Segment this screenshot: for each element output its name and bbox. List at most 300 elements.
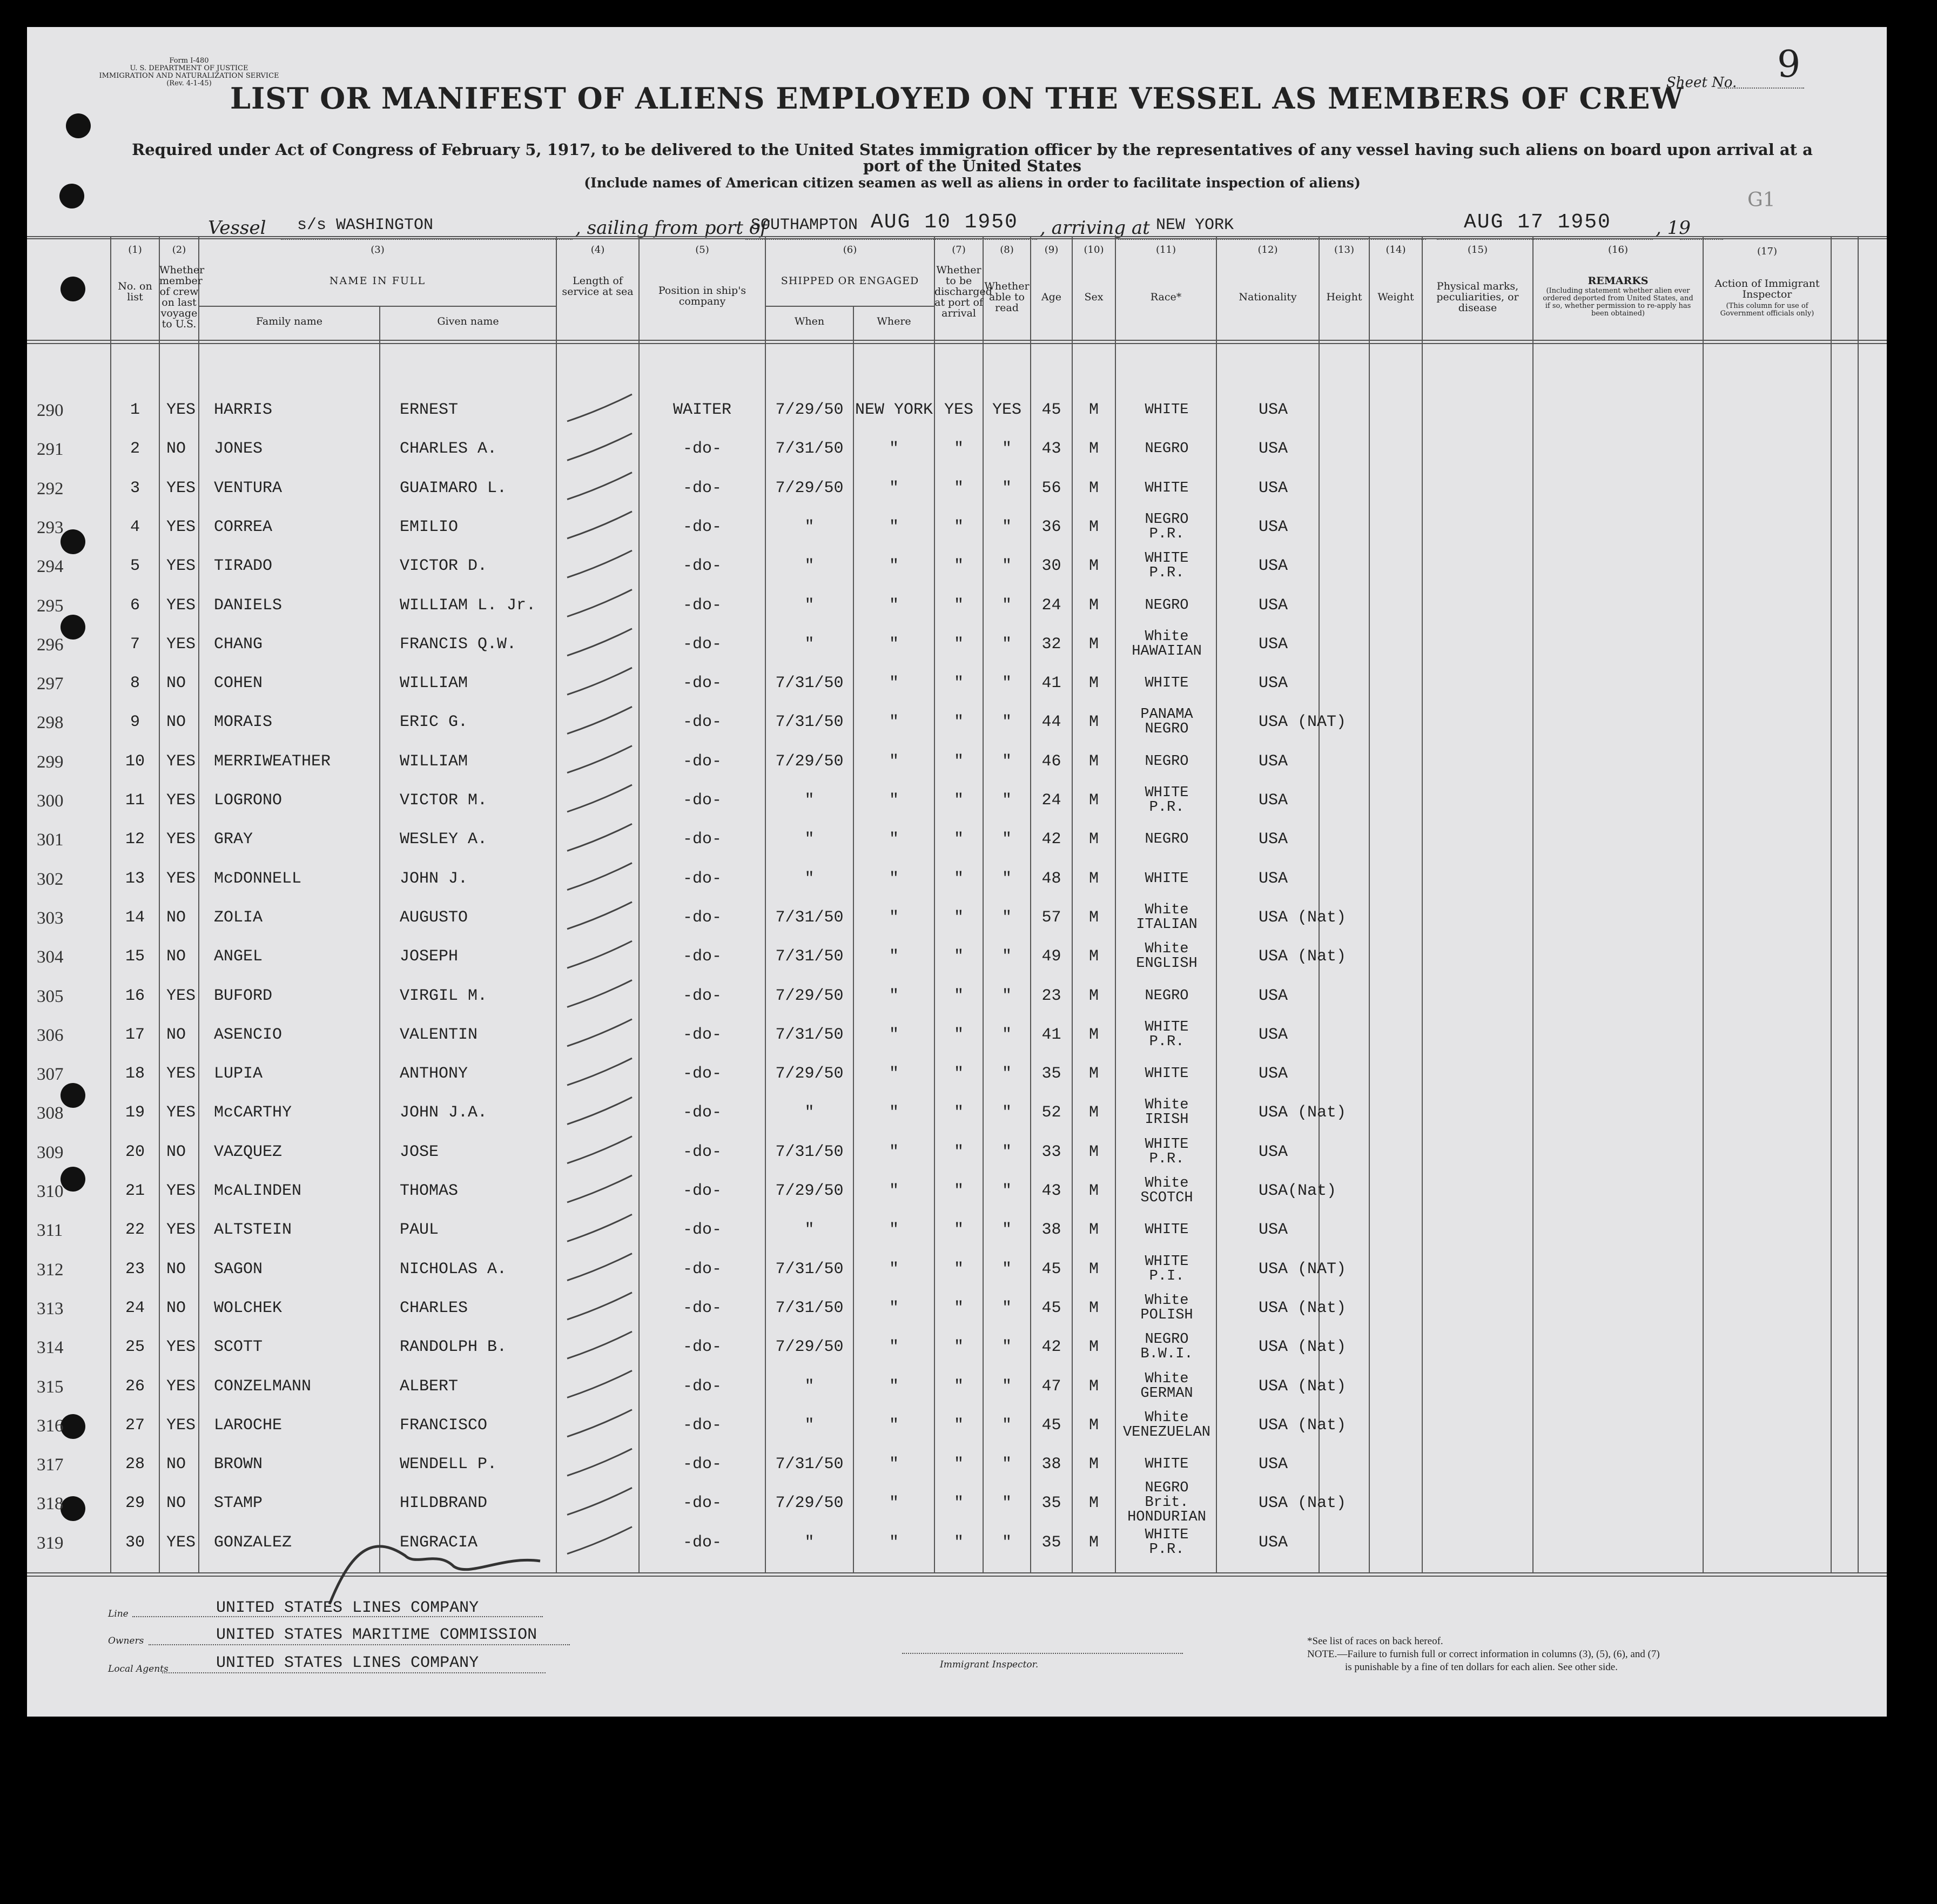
- cell-race: NEGRO: [1145, 1331, 1189, 1348]
- cell-given-name: VALENTIN: [400, 1025, 478, 1044]
- cell-race: P.R.: [1149, 565, 1185, 582]
- cell-sex: M: [1088, 401, 1099, 419]
- cell-shipped-when: ": [804, 791, 815, 810]
- cell-family-name: TIRADO: [214, 557, 273, 576]
- cell-race: HAWAIIAN: [1132, 643, 1202, 660]
- cell-shipped-when: 7/29/50: [775, 1494, 844, 1513]
- cell-shipped-when: ": [804, 557, 815, 576]
- cell-shipped-where: ": [889, 752, 899, 771]
- col-num: (17): [1757, 246, 1777, 257]
- col-num: (5): [695, 244, 709, 255]
- cell-race: WHITE: [1145, 785, 1189, 801]
- cell-discharged: ": [953, 869, 964, 888]
- cell-race: WHITE: [1145, 1066, 1189, 1082]
- cell-discharged: ": [953, 517, 964, 536]
- cell-race: White: [1145, 1409, 1189, 1426]
- col-header-no-on-list: No. on list: [118, 280, 152, 303]
- cell-crew-last-voyage: YES: [166, 869, 196, 888]
- cell-race: P.R.: [1149, 799, 1185, 816]
- vessel-label: Vessel: [208, 217, 266, 239]
- cell-family-name: ANGEL: [214, 947, 263, 966]
- col-header-remarks-note: (Including statement whether alien ever ordered deported from United States, and if so, whether permission to re-apply has been obtained): [1543, 287, 1693, 318]
- cell-able-to-read: ": [1001, 1025, 1012, 1044]
- cell-race: White: [1145, 1370, 1189, 1387]
- length-of-service-stroke: [567, 1058, 632, 1085]
- cell-discharged: ": [953, 1455, 964, 1474]
- cell-no-on-list: 1: [130, 401, 140, 419]
- footer-inspector-label: Immigrant Inspector.: [940, 1659, 1039, 1670]
- cell-race: NEGRO: [1145, 511, 1189, 528]
- cell-able-to-read: ": [1001, 908, 1012, 927]
- cell-family-name: GRAY: [214, 830, 253, 849]
- cell-nationality: USA (NAT): [1259, 1260, 1347, 1279]
- cell-nationality: USA: [1259, 1533, 1288, 1552]
- cell-crew-last-voyage: NO: [166, 1299, 186, 1317]
- cell-nationality: USA (Nat): [1259, 1416, 1347, 1435]
- cell-crew-last-voyage: YES: [166, 752, 196, 771]
- cell-family-name: CONZELMANN: [214, 1377, 312, 1396]
- form-department: U. S. DEPARTMENT OF JUSTICE: [130, 64, 248, 72]
- col-num: (15): [1468, 244, 1488, 255]
- cell-nationality: USA: [1259, 674, 1288, 693]
- cell-able-to-read: ": [1001, 1260, 1012, 1279]
- sailing-label: , sailing from port of: [575, 217, 767, 239]
- col-num: (11): [1156, 244, 1176, 255]
- cell-no-on-list: 2: [130, 440, 140, 459]
- cell-shipped-where: ": [889, 1416, 899, 1435]
- cell-race: NEGRO: [1145, 721, 1189, 738]
- length-of-service-stroke: [567, 473, 632, 500]
- cell-nationality: USA: [1259, 830, 1288, 849]
- page-subtitle: Required under Act of Congress of February 5, 1917, to be delivered to the United States immigration officer by the representatives of any vessel having such aliens on board upon arrival at a port of the United States: [132, 140, 1813, 175]
- cell-given-name: NICHOLAS A.: [400, 1260, 507, 1279]
- cell-discharged: ": [953, 440, 964, 459]
- cell-nationality: USA: [1259, 1221, 1288, 1240]
- cell-race: White: [1145, 1175, 1189, 1192]
- cell-position: -do-: [682, 440, 722, 459]
- cell-no-on-list: 8: [130, 674, 140, 693]
- cell-age: 23: [1041, 986, 1061, 1005]
- cell-shipped-where: ": [889, 869, 899, 888]
- cell-age: 32: [1041, 635, 1061, 654]
- cell-family-name: McDONNELL: [214, 869, 302, 888]
- footer-owners-label: Owners: [108, 1636, 144, 1646]
- cell-shipped-where: ": [889, 1455, 899, 1474]
- cell-crew-last-voyage: YES: [166, 1533, 196, 1552]
- cell-position: -do-: [682, 1104, 722, 1122]
- cell-line-number: 298: [37, 713, 64, 733]
- cell-given-name: VIRGIL M.: [400, 986, 488, 1005]
- cell-position: -do-: [682, 1221, 722, 1240]
- cell-sex: M: [1088, 1025, 1099, 1044]
- cell-line-number: 294: [37, 557, 64, 577]
- cell-shipped-when: 7/31/50: [775, 947, 844, 966]
- cell-no-on-list: 21: [125, 1182, 145, 1200]
- page-title: LIST OR MANIFEST OF ALIENS EMPLOYED ON THE VESSEL AS MEMBERS OF CREW: [230, 81, 1684, 116]
- cell-shipped-when: ": [804, 830, 815, 849]
- cell-no-on-list: 20: [125, 1142, 145, 1161]
- cell-given-name: ERIC G.: [400, 713, 468, 732]
- cell-position: -do-: [682, 1494, 722, 1513]
- cell-discharged: YES: [944, 401, 973, 419]
- cell-discharged: ": [953, 1221, 964, 1240]
- cell-able-to-read: ": [1001, 869, 1012, 888]
- cell-race: IRISH: [1145, 1112, 1189, 1128]
- cell-crew-last-voyage: YES: [166, 1416, 196, 1435]
- cell-discharged: ": [953, 986, 964, 1005]
- length-of-service-stroke: [567, 433, 632, 460]
- cell-age: 57: [1041, 908, 1061, 927]
- cell-able-to-read: ": [1001, 479, 1012, 497]
- cell-age: 35: [1041, 1533, 1061, 1552]
- cell-race: White: [1145, 1292, 1189, 1309]
- cell-nationality: USA: [1259, 1142, 1288, 1161]
- cell-race: WHITE: [1145, 1222, 1189, 1239]
- cell-crew-last-voyage: NO: [166, 713, 186, 732]
- cell-shipped-when: 7/29/50: [775, 1338, 844, 1357]
- length-of-service-stroke: [567, 1019, 632, 1046]
- cell-line-number: 296: [37, 635, 64, 655]
- cell-given-name: GUAIMARO L.: [400, 479, 507, 497]
- cell-discharged: ": [953, 674, 964, 693]
- cell-position: -do-: [682, 908, 722, 927]
- cell-able-to-read: ": [1001, 1494, 1012, 1513]
- cell-line-number: 303: [37, 908, 64, 928]
- cell-sex: M: [1088, 596, 1099, 615]
- cell-given-name: CHARLES: [400, 1299, 468, 1317]
- footer-owners-underline: [149, 1644, 570, 1645]
- cell-line-number: 295: [37, 596, 64, 616]
- cell-position: -do-: [682, 752, 722, 771]
- cell-able-to-read: ": [1001, 596, 1012, 615]
- length-of-service-stroke: [567, 980, 632, 1007]
- length-of-service-stroke: [567, 550, 632, 577]
- cell-family-name: CHANG: [214, 635, 263, 654]
- cell-race: Brit.: [1145, 1495, 1189, 1511]
- cell-shipped-where: ": [889, 986, 899, 1005]
- cell-shipped-when: 7/31/50: [775, 1142, 844, 1161]
- cell-able-to-read: ": [1001, 517, 1012, 536]
- cell-race: VENEZUELAN: [1122, 1424, 1211, 1441]
- cell-age: 33: [1041, 1142, 1061, 1161]
- cell-sex: M: [1088, 674, 1099, 693]
- cell-nationality: USA (Nat): [1259, 1494, 1347, 1513]
- cell-line-number: 316: [37, 1416, 64, 1436]
- cell-sex: M: [1088, 479, 1099, 497]
- cell-position: -do-: [682, 1338, 722, 1357]
- col-header-height: Height: [1326, 291, 1362, 303]
- cell-discharged: ": [953, 596, 964, 615]
- cell-family-name: McALINDEN: [214, 1182, 302, 1200]
- cell-able-to-read: ": [1001, 752, 1012, 771]
- year-prefix: , 19: [1656, 217, 1691, 239]
- cell-race: B.W.I.: [1140, 1346, 1193, 1363]
- cell-nationality: USA(Nat): [1259, 1182, 1337, 1200]
- cell-sex: M: [1088, 557, 1099, 576]
- cell-shipped-where: ": [889, 1533, 899, 1552]
- cell-no-on-list: 22: [125, 1221, 145, 1240]
- cell-sex: M: [1088, 947, 1099, 966]
- cell-position: -do-: [682, 1455, 722, 1474]
- cell-age: 45: [1041, 1260, 1061, 1279]
- sheet-number: 9: [1777, 43, 1801, 86]
- cell-sex: M: [1088, 908, 1099, 927]
- cell-shipped-where: ": [889, 1065, 899, 1084]
- cell-nationality: USA: [1259, 986, 1288, 1005]
- length-of-service-stroke: [567, 590, 632, 617]
- cell-no-on-list: 10: [125, 752, 145, 771]
- cell-sex: M: [1088, 791, 1099, 810]
- cell-discharged: ": [953, 1260, 964, 1279]
- cell-crew-last-voyage: NO: [166, 1494, 186, 1513]
- length-of-service-stroke: [567, 941, 632, 968]
- col-num: (13): [1334, 244, 1354, 255]
- length-of-service-stroke: [567, 863, 632, 890]
- col-num: (14): [1386, 244, 1406, 255]
- cell-shipped-where: ": [889, 908, 899, 927]
- cell-shipped-when: ": [804, 1221, 815, 1240]
- col-num: (2): [172, 244, 186, 255]
- cell-race: White: [1145, 628, 1189, 645]
- cell-able-to-read: ": [1001, 713, 1012, 732]
- length-of-service-stroke: [567, 785, 632, 812]
- cell-race: WHITE: [1145, 1019, 1189, 1035]
- cell-line-number: 308: [37, 1104, 64, 1123]
- footer-owners-value: UNITED STATES MARITIME COMMISSION: [216, 1626, 537, 1644]
- footer-agents-value: UNITED STATES LINES COMPANY: [216, 1654, 479, 1672]
- cell-shipped-where: NEW YORK: [855, 401, 933, 419]
- cell-crew-last-voyage: NO: [166, 674, 186, 693]
- cell-sex: M: [1088, 1455, 1099, 1474]
- cell-able-to-read: YES: [992, 401, 1021, 419]
- cell-race: NEGRO: [1145, 597, 1189, 614]
- cell-given-name: FRANCIS Q.W.: [400, 635, 517, 654]
- cell-race: NEGRO: [1145, 441, 1189, 458]
- cell-able-to-read: ": [1001, 1416, 1012, 1435]
- cell-line-number: 318: [37, 1494, 64, 1514]
- cell-family-name: STAMP: [214, 1494, 263, 1513]
- cell-discharged: ": [953, 830, 964, 849]
- length-of-service-stroke: [567, 1214, 632, 1241]
- cell-race: P.I.: [1149, 1268, 1185, 1284]
- cell-crew-last-voyage: YES: [166, 986, 196, 1005]
- cell-sex: M: [1088, 1065, 1099, 1084]
- cell-no-on-list: 28: [125, 1455, 145, 1474]
- cell-shipped-when: ": [804, 869, 815, 888]
- cell-no-on-list: 23: [125, 1260, 145, 1279]
- cell-position: -do-: [682, 1142, 722, 1161]
- cell-no-on-list: 17: [125, 1025, 145, 1044]
- cell-family-name: LAROCHE: [214, 1416, 283, 1435]
- cell-race: NEGRO: [1145, 1480, 1189, 1497]
- cell-crew-last-voyage: YES: [166, 1221, 196, 1240]
- cell-no-on-list: 24: [125, 1299, 145, 1317]
- cell-able-to-read: ": [1001, 1299, 1012, 1317]
- cell-able-to-read: ": [1001, 986, 1012, 1005]
- cell-crew-last-voyage: YES: [166, 596, 196, 615]
- cell-sex: M: [1088, 1260, 1099, 1279]
- cell-nationality: USA: [1259, 440, 1288, 459]
- col-header-given-name: Given name: [437, 315, 499, 327]
- cell-position: -do-: [682, 557, 722, 576]
- cell-shipped-when: 7/29/50: [775, 752, 844, 771]
- cell-able-to-read: ": [1001, 1104, 1012, 1122]
- cell-sex: M: [1088, 1416, 1099, 1435]
- cell-able-to-read: ": [1001, 1533, 1012, 1552]
- footer-line-label: Line: [108, 1609, 129, 1619]
- cell-given-name: WILLIAM: [400, 674, 468, 693]
- length-of-service-stroke: [567, 1410, 632, 1437]
- cell-age: 41: [1041, 1025, 1061, 1044]
- cell-age: 30: [1041, 557, 1061, 576]
- cell-race: NEGRO: [1145, 987, 1189, 1004]
- cell-discharged: ": [953, 1338, 964, 1357]
- cell-given-name: THOMAS: [400, 1182, 459, 1200]
- footer-agents-underline: [162, 1672, 546, 1673]
- cell-shipped-when: ": [804, 1104, 815, 1122]
- length-of-service-stroke: [567, 746, 632, 773]
- col-num: (4): [590, 244, 605, 255]
- cell-position: -do-: [682, 1299, 722, 1317]
- cell-shipped-where: ": [889, 1338, 899, 1357]
- footer-races-note: *See list of races on back hereof.: [1307, 1636, 1443, 1647]
- cell-family-name: GONZALEZ: [214, 1533, 292, 1552]
- cell-sex: M: [1088, 1494, 1099, 1513]
- cell-age: 24: [1041, 596, 1061, 615]
- length-of-service-stroke: [567, 1331, 632, 1358]
- cell-discharged: ": [953, 947, 964, 966]
- cell-line-number: 300: [37, 791, 64, 811]
- length-of-service-stroke: [567, 1175, 632, 1202]
- cell-sex: M: [1088, 1299, 1099, 1317]
- cell-nationality: USA: [1259, 635, 1288, 654]
- cell-line-number: 290: [37, 401, 64, 420]
- cell-position: -do-: [682, 947, 722, 966]
- cell-line-number: 315: [37, 1377, 64, 1397]
- cell-crew-last-voyage: NO: [166, 908, 186, 927]
- cell-shipped-when: 7/29/50: [775, 986, 844, 1005]
- col-num: (8): [1000, 244, 1014, 255]
- cell-position: -do-: [682, 791, 722, 810]
- cell-no-on-list: 5: [130, 557, 140, 576]
- length-of-service-stroke: [567, 1097, 632, 1124]
- cell-sex: M: [1088, 1104, 1099, 1122]
- cell-shipped-where: ": [889, 1142, 899, 1161]
- corner-mark: G1: [1747, 189, 1775, 211]
- cell-crew-last-voyage: YES: [166, 1104, 196, 1122]
- footer-note-line1: NOTE.—Failure to furnish full or correct information in columns (3), (5), (6), and (7): [1307, 1649, 1660, 1660]
- cell-crew-last-voyage: NO: [166, 1455, 186, 1474]
- col-num: (12): [1257, 244, 1278, 255]
- cell-discharged: ": [953, 1025, 964, 1044]
- cell-position: -do-: [682, 635, 722, 654]
- cell-nationality: USA: [1259, 791, 1288, 810]
- cell-family-name: WOLCHEK: [214, 1299, 283, 1317]
- length-of-service-stroke: [567, 707, 632, 734]
- cell-given-name: AUGUSTO: [400, 908, 468, 927]
- cell-discharged: ": [953, 1182, 964, 1200]
- cell-able-to-read: ": [1001, 635, 1012, 654]
- cell-no-on-list: 16: [125, 986, 145, 1005]
- cell-race: POLISH: [1140, 1307, 1193, 1323]
- cell-discharged: ": [953, 1416, 964, 1435]
- cell-discharged: ": [953, 908, 964, 927]
- cell-able-to-read: ": [1001, 1065, 1012, 1084]
- cell-age: 46: [1041, 752, 1061, 771]
- cell-shipped-where: ": [889, 1299, 899, 1317]
- cell-crew-last-voyage: YES: [166, 791, 196, 810]
- cell-shipped-when: ": [804, 596, 815, 615]
- cell-able-to-read: ": [1001, 1455, 1012, 1474]
- cell-line-number: 299: [37, 752, 64, 772]
- cell-given-name: VICTOR M.: [400, 791, 488, 810]
- cell-sex: M: [1088, 1182, 1099, 1200]
- cell-discharged: ": [953, 1494, 964, 1513]
- cell-race: WHITE: [1145, 480, 1189, 496]
- cell-position: -do-: [682, 596, 722, 615]
- cell-able-to-read: ": [1001, 1221, 1012, 1240]
- cell-position: -do-: [682, 674, 722, 693]
- cell-given-name: JOSE: [400, 1142, 439, 1161]
- cell-able-to-read: ": [1001, 440, 1012, 459]
- cell-given-name: JOHN J.A.: [400, 1104, 488, 1122]
- cell-line-number: 311: [37, 1221, 63, 1241]
- cell-crew-last-voyage: NO: [166, 1142, 186, 1161]
- cell-sex: M: [1088, 1533, 1099, 1552]
- cell-shipped-where: ": [889, 830, 899, 849]
- cell-family-name: McCARTHY: [214, 1104, 292, 1122]
- cell-shipped-where: ": [889, 596, 899, 615]
- cell-nationality: USA: [1259, 596, 1288, 615]
- cell-shipped-where: ": [889, 1104, 899, 1122]
- cell-shipped-when: 7/31/50: [775, 674, 844, 693]
- footer-line-underline: [132, 1616, 543, 1617]
- cell-age: 42: [1041, 1338, 1061, 1357]
- cell-nationality: USA (Nat): [1259, 908, 1347, 927]
- cell-age: 35: [1041, 1065, 1061, 1084]
- cell-crew-last-voyage: NO: [166, 947, 186, 966]
- cell-race: WHITE: [1145, 1136, 1189, 1153]
- cell-position: -do-: [682, 830, 722, 849]
- cell-race: ENGLISH: [1136, 956, 1198, 972]
- cell-sex: M: [1088, 635, 1099, 654]
- cell-given-name: HILDBRAND: [400, 1494, 488, 1513]
- cell-sex: M: [1088, 1377, 1099, 1396]
- length-of-service-stroke: [567, 1371, 632, 1398]
- cell-position: -do-: [682, 1182, 722, 1200]
- cell-sex: M: [1088, 440, 1099, 459]
- cell-sex: M: [1088, 830, 1099, 849]
- cell-position: WAITER: [672, 401, 732, 419]
- length-of-service-stroke: [567, 394, 632, 421]
- cell-crew-last-voyage: NO: [166, 1260, 186, 1279]
- cell-shipped-when: 7/31/50: [775, 440, 844, 459]
- cell-line-number: 293: [37, 517, 64, 537]
- cell-age: 45: [1041, 401, 1061, 419]
- length-of-service-stroke: [567, 902, 632, 929]
- col-num: (3): [371, 244, 385, 255]
- col-header-action-inspector-note: (This column for use of Government officials only): [1720, 302, 1814, 318]
- cell-shipped-where: ": [889, 1260, 899, 1279]
- cell-given-name: WILLIAM L. Jr.: [400, 596, 536, 615]
- col-header-shipped-engaged: SHIPPED OR ENGAGED: [781, 275, 919, 287]
- cell-crew-last-voyage: YES: [166, 1065, 196, 1084]
- col-header-discharged: Whether to be discharged at port of arrival: [934, 264, 992, 319]
- cell-position: -do-: [682, 1025, 722, 1044]
- cell-able-to-read: ": [1001, 1182, 1012, 1200]
- cell-line-number: 317: [37, 1455, 64, 1475]
- cell-race: WHITE: [1145, 675, 1189, 692]
